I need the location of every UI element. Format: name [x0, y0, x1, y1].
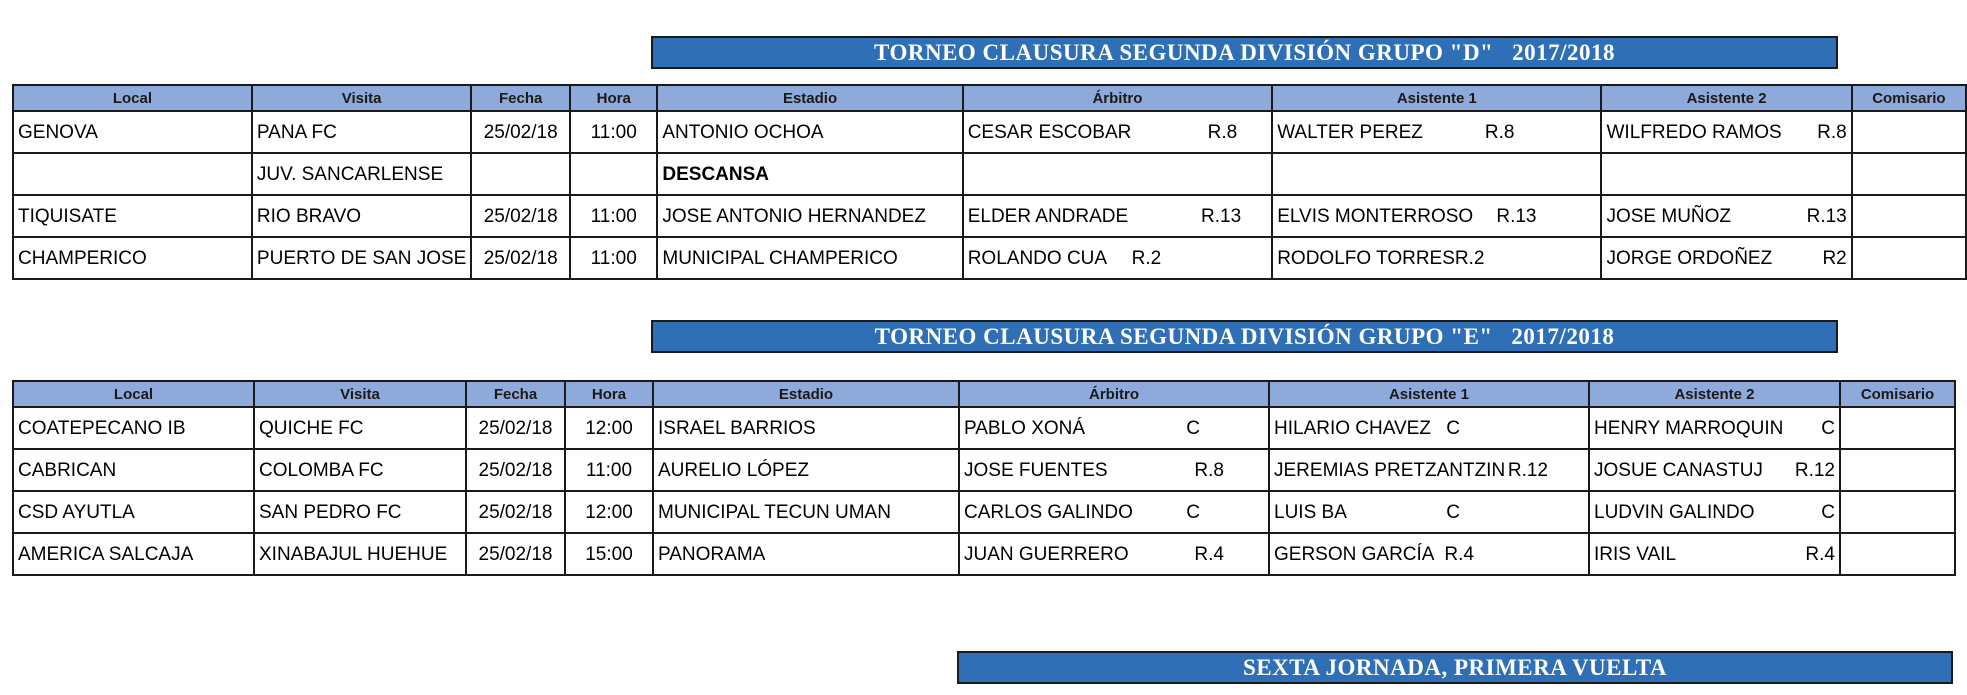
- header-estadio: Estadio: [653, 381, 959, 407]
- header-asistente-2: Asistente 2: [1601, 85, 1851, 111]
- group-e-title-banner: TORNEO CLAUSURA SEGUNDA DIVISIÓN GRUPO "E" 2017/2018: [651, 320, 1838, 353]
- assistant-2-name: IRIS VAIL: [1594, 543, 1677, 565]
- assistant-1-name: LUIS BA: [1274, 501, 1347, 523]
- cell-asistente-1: [1269, 407, 1589, 449]
- cell-fecha: 25/02/18: [466, 533, 565, 575]
- cell-visita: SAN PEDRO FC: [254, 491, 466, 533]
- header-comisario: Comisario: [1840, 381, 1955, 407]
- assistant-1-code: C: [1446, 417, 1460, 439]
- assistant-2-name: JOSE MUÑOZ: [1606, 205, 1732, 227]
- cell-comisario: [1852, 111, 1966, 153]
- referee-code: C: [1186, 501, 1200, 523]
- cell-asistente-2: [1589, 533, 1840, 575]
- cell-comisario: [1840, 407, 1955, 449]
- header-comisario: Comisario: [1852, 85, 1966, 111]
- cell-asistente-2: [1601, 153, 1851, 195]
- jornada-title-banner: SEXTA JORNADA, PRIMERA VUELTA: [957, 651, 1953, 684]
- referee-code: C: [1186, 417, 1200, 439]
- cell-estadio: JOSE ANTONIO HERNANDEZ: [657, 195, 962, 237]
- assistant-2-name: HENRY MARROQUIN: [1594, 417, 1784, 439]
- group-d-schedule-table: [12, 84, 1967, 280]
- cell-estadio: ANTONIO OCHOA: [657, 111, 962, 153]
- referee-name: JOSE FUENTES: [964, 459, 1108, 481]
- assistant-1-code: C: [1446, 501, 1460, 523]
- cell-visita: RIO BRAVO: [252, 195, 471, 237]
- cell-visita: XINABAJUL HUEHUE: [254, 533, 466, 575]
- header-asistente-1: Asistente 1: [1272, 85, 1601, 111]
- cell-asistente-2: [1589, 407, 1840, 449]
- cell-asistente-2: [1601, 237, 1851, 279]
- header-fecha: Fecha: [466, 381, 565, 407]
- cell-local: CABRICAN: [13, 449, 254, 491]
- cell-estadio: AURELIO LÓPEZ: [653, 449, 959, 491]
- cell-estadio: MUNICIPAL CHAMPERICO: [657, 237, 962, 279]
- cell-hora: 11:00: [570, 237, 657, 279]
- cell-visita: JUV. SANCARLENSE: [252, 153, 471, 195]
- cell-asistente-2: [1589, 449, 1840, 491]
- cell-arbitro: [959, 449, 1269, 491]
- cell-comisario: [1852, 195, 1966, 237]
- header-hora: Hora: [565, 381, 653, 407]
- cell-hora: [570, 153, 657, 195]
- cell-local: CSD AYUTLA: [13, 491, 254, 533]
- assistant-2-code: R.8: [1817, 121, 1847, 143]
- cell-comisario: [1840, 449, 1955, 491]
- cell-local: COATEPECANO IB: [13, 407, 254, 449]
- assistant-1-name: HILARIO CHAVEZ: [1274, 417, 1431, 439]
- assistant-1-code: R.8: [1484, 121, 1515, 143]
- cell-arbitro: [959, 407, 1269, 449]
- header-local: Local: [13, 85, 252, 111]
- table-row: [13, 449, 1955, 491]
- assistant-1-name: JEREMIAS PRETZANTZIN: [1274, 459, 1506, 481]
- cell-asistente-1: [1272, 237, 1601, 279]
- referee-name: CARLOS GALINDO: [964, 501, 1133, 523]
- assistant-2-code: R.13: [1806, 205, 1847, 227]
- cell-asistente-1: [1272, 195, 1601, 237]
- group-d-title-banner: TORNEO CLAUSURA SEGUNDA DIVISIÓN GRUPO "D" 2017/2018: [651, 36, 1838, 69]
- assistant-1-code: R.13: [1496, 205, 1537, 227]
- cell-local: AMERICA SALCAJA: [13, 533, 254, 575]
- cell-fecha: 25/02/18: [466, 407, 565, 449]
- group-e-schedule-table: [12, 380, 1956, 576]
- cell-visita: PUERTO DE SAN JOSE: [252, 237, 471, 279]
- assistant-2-name: JORGE ORDOÑEZ: [1606, 247, 1773, 269]
- assistant-2-name: LUDVIN GALINDO: [1594, 501, 1755, 523]
- cell-arbitro: [959, 491, 1269, 533]
- assistant-2-code: R.4: [1805, 543, 1835, 565]
- referee-name: ELDER ANDRADE: [967, 205, 1129, 227]
- referee-code: R.8: [1207, 121, 1238, 143]
- referee-code: R.8: [1194, 459, 1224, 481]
- assistant-2-name: WILFREDO RAMOS: [1606, 121, 1782, 143]
- cell-asistente-1: [1269, 449, 1589, 491]
- cell-fecha: 25/02/18: [466, 491, 565, 533]
- table-row: [13, 491, 1955, 533]
- cell-asistente-1: [1269, 491, 1589, 533]
- header-local: Local: [13, 381, 254, 407]
- cell-estadio: DESCANSA: [657, 153, 962, 195]
- cell-local: TIQUISATE: [13, 195, 252, 237]
- assistant-1-code: R.4: [1444, 543, 1474, 565]
- table-row: [13, 533, 1955, 575]
- referee-code: R.2: [1131, 247, 1162, 269]
- cell-asistente-1: [1272, 111, 1601, 153]
- assistant-2-code: R2: [1822, 247, 1847, 269]
- referee-name: JUAN GUERRERO: [964, 543, 1129, 565]
- cell-local: GENOVA: [13, 111, 252, 153]
- assistant-1-name: GERSON GARCÍA: [1274, 543, 1435, 565]
- assistant-2-code: R.12: [1794, 459, 1835, 481]
- cell-fecha: 25/02/18: [471, 237, 570, 279]
- cell-comisario: [1852, 237, 1966, 279]
- cell-comisario: [1852, 153, 1966, 195]
- cell-estadio: MUNICIPAL TECUN UMAN: [653, 491, 959, 533]
- referee-name: CESAR ESCOBAR: [967, 121, 1132, 143]
- cell-hora: 11:00: [570, 111, 657, 153]
- cell-arbitro: [963, 153, 1272, 195]
- header-row: [13, 85, 1966, 111]
- cell-asistente-1: [1269, 533, 1589, 575]
- header-visita: Visita: [254, 381, 466, 407]
- header-row: [13, 381, 1955, 407]
- header-asistente-2: Asistente 2: [1589, 381, 1840, 407]
- cell-asistente-2: [1589, 491, 1840, 533]
- header-visita: Visita: [252, 85, 471, 111]
- table-row: [13, 407, 1955, 449]
- cell-hora: 12:00: [565, 491, 653, 533]
- cell-fecha: 25/02/18: [466, 449, 565, 491]
- header-fecha: Fecha: [471, 85, 570, 111]
- assistant-1-code: R.2: [1454, 247, 1485, 269]
- cell-hora: 11:00: [565, 449, 653, 491]
- cell-arbitro: [963, 195, 1272, 237]
- cell-comisario: [1840, 491, 1955, 533]
- assistant-1-name: ELVIS MONTERROSO: [1277, 205, 1474, 227]
- cell-fecha: 25/02/18: [471, 195, 570, 237]
- referee-name: PABLO XONÁ: [964, 417, 1086, 439]
- cell-visita: PANA FC: [252, 111, 471, 153]
- cell-fecha: 25/02/18: [471, 111, 570, 153]
- cell-arbitro: [963, 111, 1272, 153]
- assistant-1-name: WALTER PEREZ: [1277, 121, 1423, 143]
- cell-asistente-1: [1272, 153, 1601, 195]
- header-hora: Hora: [570, 85, 657, 111]
- table-row: [13, 153, 1966, 195]
- cell-visita: QUICHE FC: [254, 407, 466, 449]
- referee-code: R.4: [1194, 543, 1224, 565]
- assistant-2-code: C: [1821, 417, 1835, 439]
- cell-asistente-2: [1601, 111, 1851, 153]
- table-row: [13, 111, 1966, 153]
- header-arbitro: Árbitro: [959, 381, 1269, 407]
- cell-arbitro: [959, 533, 1269, 575]
- cell-hora: 11:00: [570, 195, 657, 237]
- assistant-2-code: C: [1821, 501, 1835, 523]
- header-asistente-1: Asistente 1: [1269, 381, 1589, 407]
- cell-arbitro: [963, 237, 1272, 279]
- cell-hora: 15:00: [565, 533, 653, 575]
- table-row: [13, 195, 1966, 237]
- cell-comisario: [1840, 533, 1955, 575]
- table-row: [13, 237, 1966, 279]
- cell-fecha: [471, 153, 570, 195]
- cell-local: [13, 153, 252, 195]
- cell-local: CHAMPERICO: [13, 237, 252, 279]
- assistant-1-name: RODOLFO TORRES: [1277, 247, 1455, 269]
- referee-code: R.13: [1201, 205, 1242, 227]
- cell-visita: COLOMBA FC: [254, 449, 466, 491]
- cell-estadio: PANORAMA: [653, 533, 959, 575]
- cell-hora: 12:00: [565, 407, 653, 449]
- referee-name: ROLANDO CUA: [967, 247, 1108, 269]
- cell-asistente-2: [1601, 195, 1851, 237]
- header-estadio: Estadio: [657, 85, 962, 111]
- assistant-2-name: JOSUE CANASTUJ: [1594, 459, 1763, 481]
- assistant-1-code: R.12: [1507, 459, 1548, 481]
- header-arbitro: Árbitro: [963, 85, 1272, 111]
- cell-estadio: ISRAEL BARRIOS: [653, 407, 959, 449]
